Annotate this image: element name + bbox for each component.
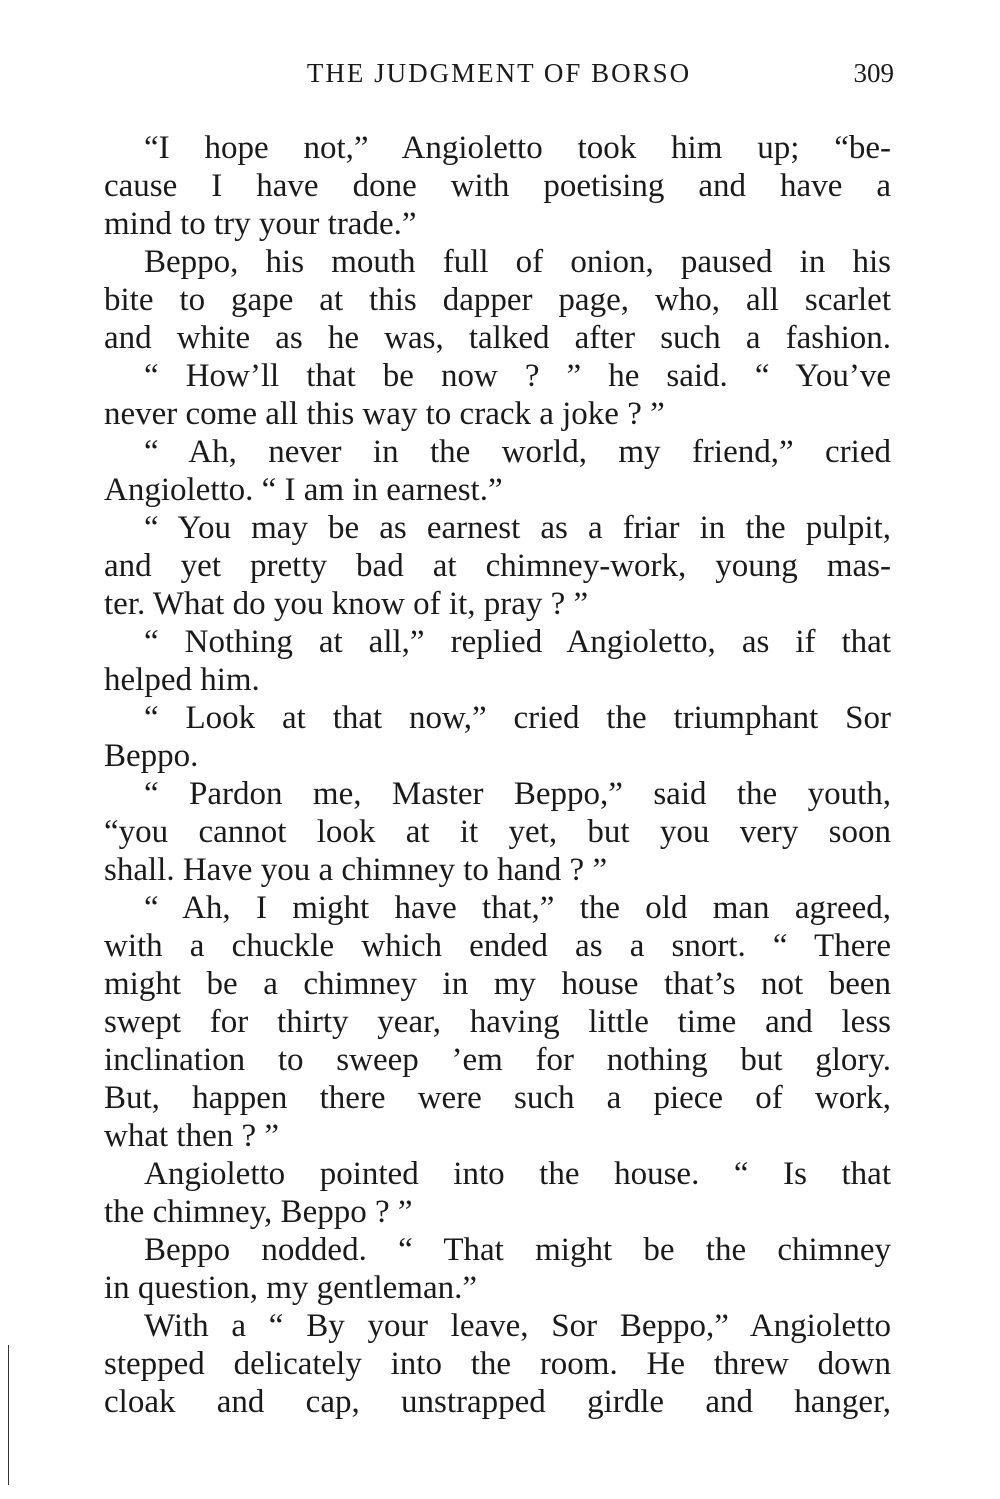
- body-text: [104, 129, 891, 1421]
- text-line: the chimney, Beppo ? ”: [104, 1194, 413, 1230]
- page-number: 309: [853, 58, 894, 88]
- text-line: Beppo.: [104, 738, 199, 774]
- text-line: Angioletto. “ I am in earnest.”: [104, 472, 503, 508]
- text-line: helped him.: [104, 662, 260, 698]
- text-line: stepped delicately into the room. He threw down: [104, 1346, 891, 1382]
- text-line: But, happen there were such a piece of work,: [104, 1080, 891, 1116]
- text-line: “ Look at that now,” cried the triumphant Sor: [144, 700, 891, 736]
- running-title: THE JUDGMENT OF BORSO: [306, 58, 692, 88]
- text-line: and yet pretty bad at chimney-work, young mas-: [104, 548, 891, 584]
- text-line: mind to try your trade.”: [104, 206, 417, 242]
- text-line: “I hope not,” Angioletto took him up; “be-: [144, 130, 891, 166]
- text-line: cloak and cap, unstrapped girdle and hanger,: [104, 1384, 891, 1420]
- text-line: and white as he was, talked after such a fashion.: [104, 320, 891, 356]
- text-line: “ Pardon me, Master Beppo,” said the youth,: [144, 776, 891, 812]
- margin-rule: [8, 1345, 9, 1485]
- text-line: “ Ah, I might have that,” the old man agreed,: [144, 890, 891, 926]
- text-line: bite to gape at this dapper page, who, all scarlet: [104, 282, 891, 318]
- text-line: ter. What do you know of it, pray ? ”: [104, 586, 589, 622]
- text-line: “ Ah, never in the world, my friend,” cried: [144, 434, 891, 470]
- text-line: “ Nothing at all,” replied Angioletto, as if that: [144, 624, 891, 660]
- text-line: swept for thirty year, having little time and less: [104, 1004, 891, 1040]
- text-line: with a chuckle which ended as a snort. “ There: [104, 928, 891, 964]
- text-line: “you cannot look at it yet, but you very soon: [104, 814, 891, 850]
- text-line: never come all this way to crack a joke ? ”: [104, 396, 665, 432]
- text-line: “ You may be as earnest as a friar in the pulpit,: [144, 510, 891, 546]
- text-line: cause I have done with poetising and have a: [104, 168, 891, 204]
- text-line: in question, my gentleman.”: [104, 1270, 478, 1306]
- text-line: might be a chimney in my house that’s not been: [104, 966, 891, 1002]
- text-line: shall. Have you a chimney to hand ? ”: [104, 852, 608, 888]
- text-line: what then ? ”: [104, 1118, 280, 1154]
- text-line: Angioletto pointed into the house. “ Is that: [144, 1156, 891, 1192]
- text-line: With a “ By your leave, Sor Beppo,” Angioletto: [144, 1308, 891, 1344]
- text-line: inclination to sweep ’em for nothing but glory.: [104, 1042, 891, 1078]
- text-line: Beppo, his mouth full of onion, paused in his: [144, 244, 891, 280]
- text-line: Beppo nodded. “ That might be the chimney: [144, 1232, 891, 1268]
- running-head: [104, 58, 894, 98]
- text-line: “ How’ll that be now ? ” he said. “ You’ve: [144, 358, 891, 394]
